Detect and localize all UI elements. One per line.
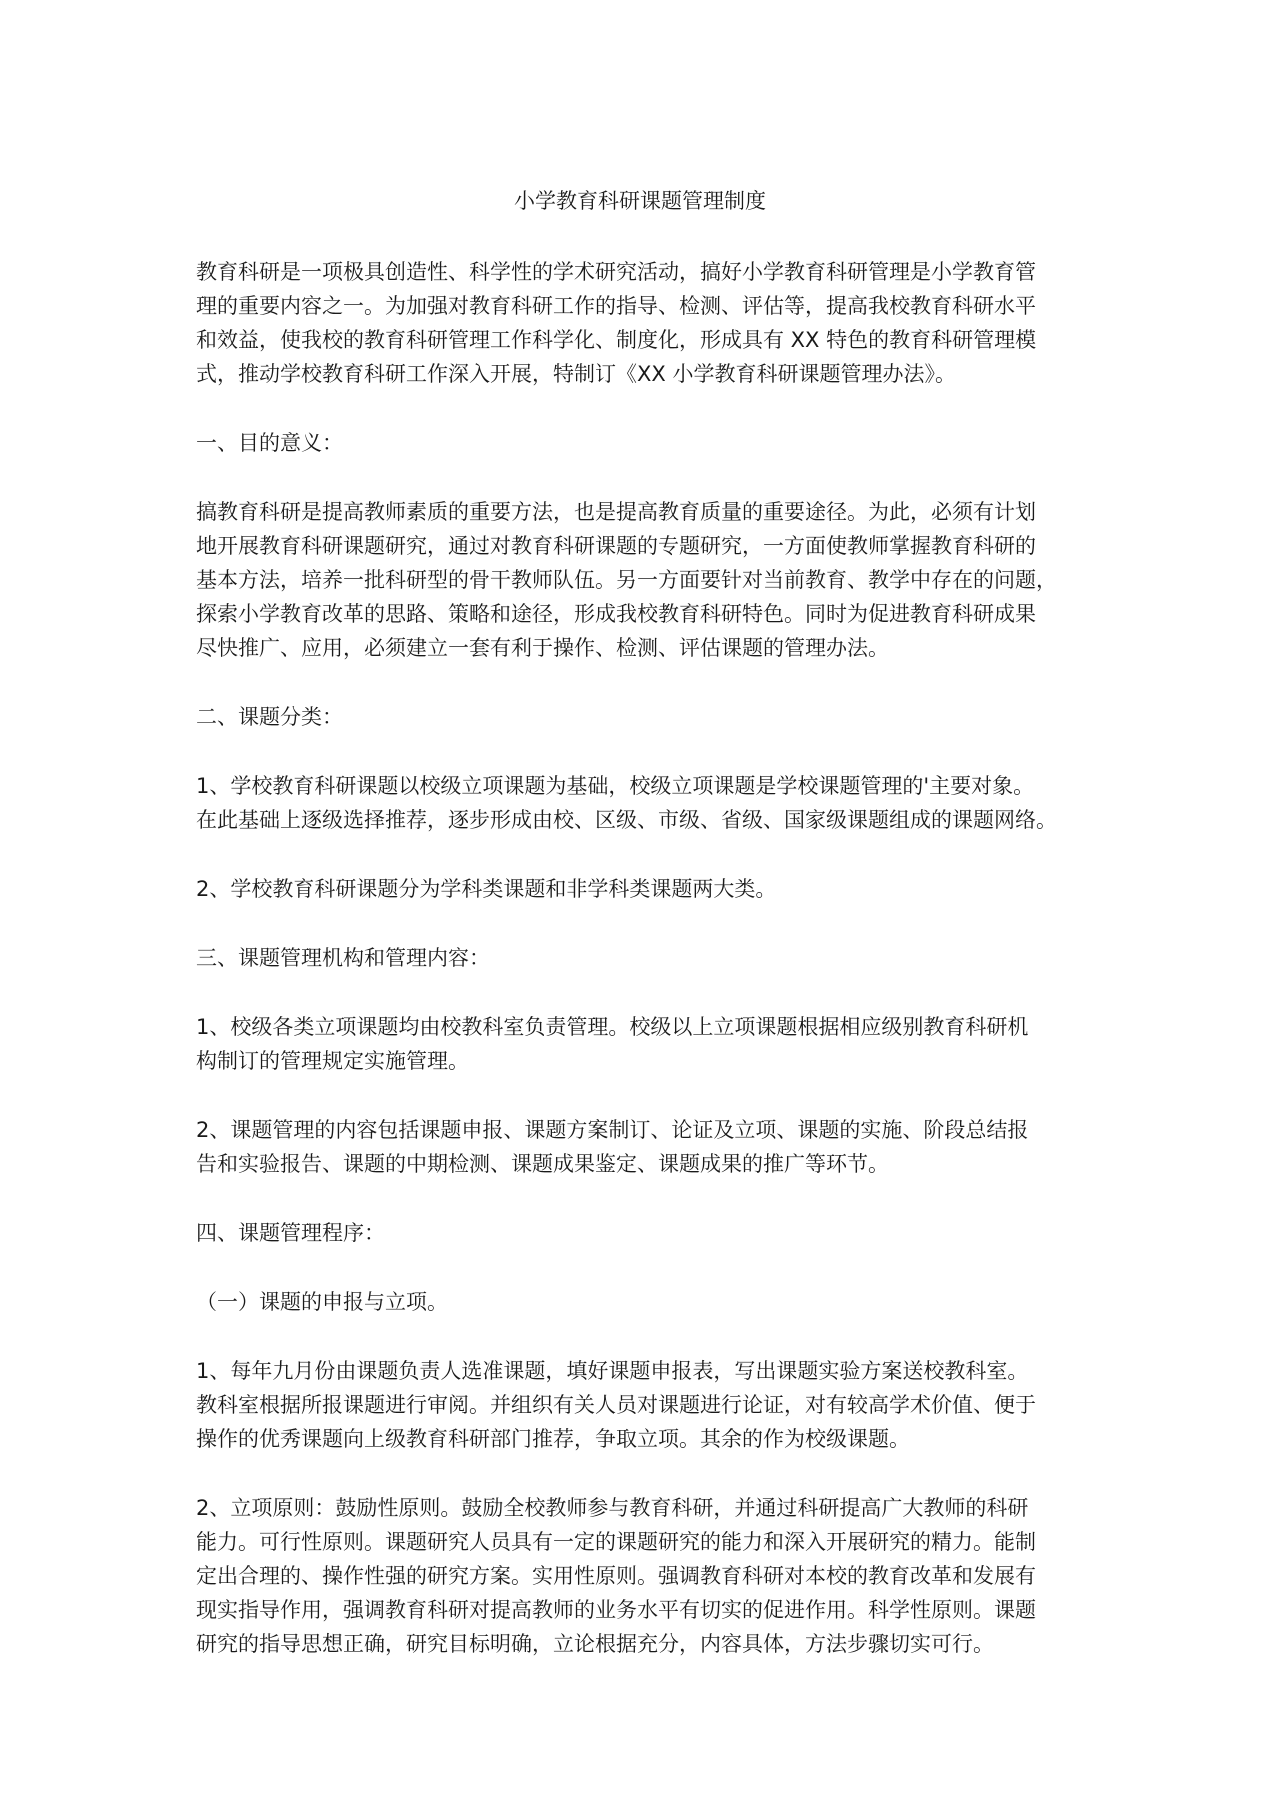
- paragraph: [196, 255, 1098, 391]
- text-line: 2、立项原则：鼓励性原则。鼓励全校教师参与教育科研，并通过科研提高广大教师的科研: [196, 1496, 1029, 1520]
- text-line: 基本方法，培养一批科研型的骨干教师队伍。另一方面要针对当前教育、教学中存在的问题，: [196, 568, 1057, 592]
- section-heading: [196, 700, 1098, 734]
- text-line: 教育科研是一项极具创造性、科学性的学术研究活动，搞好小学教育科研管理是小学教育管: [196, 260, 1036, 284]
- paragraph: [196, 769, 1098, 837]
- paragraph: [196, 1491, 1098, 1661]
- text-line: 在此基础上逐级选择推荐，逐步形成由校、区级、市级、省级、国家级课题组成的课题网络。: [196, 808, 1057, 832]
- section-heading: [196, 941, 1098, 975]
- paragraph: [196, 1010, 1098, 1078]
- section-heading: [196, 1285, 1098, 1319]
- text-line: 1、校级各类立项课题均由校教科室负责管理。校级以上立项课题根据相应级别教育科研机: [196, 1015, 1029, 1039]
- text-line: 探索小学教育改革的思路、策略和途径，形成我校教育科研特色。同时为促进教育科研成果: [196, 602, 1036, 626]
- text-line: 二、课题分类：: [196, 705, 343, 729]
- text-line: 搞教育科研是提高教师素质的重要方法，也是提高教育质量的重要途径。为此，必须有计划: [196, 500, 1036, 524]
- text-line: 告和实验报告、课题的中期检测、课题成果鉴定、课题成果的推广等环节。: [196, 1152, 889, 1176]
- document-body: [196, 255, 1098, 1696]
- paragraph: [196, 872, 1098, 906]
- text-line: 教科室根据所报课题进行审阅。并组织有关人员对课题进行论证，对有较高学术价值、便于: [196, 1393, 1036, 1417]
- text-line: 构制订的管理规定实施管理。: [196, 1049, 469, 1073]
- page-title: 小学教育科研课题管理制度: [514, 189, 766, 213]
- paragraph: [196, 1354, 1098, 1456]
- section-heading: [196, 1216, 1098, 1250]
- text-line: 一、目的意义：: [196, 431, 343, 455]
- paragraph: [196, 495, 1098, 665]
- text-line: 式，推动学校教育科研工作深入开展，特制订《XX 小学教育科研课题管理办法》。: [196, 362, 956, 386]
- text-line: 三、课题管理机构和管理内容：: [196, 946, 490, 970]
- text-line: 能力。可行性原则。课题研究人员具有一定的课题研究的能力和深入开展研究的精力。能制: [196, 1530, 1036, 1554]
- paragraph: [196, 1113, 1098, 1181]
- text-line: 2、课题管理的内容包括课题申报、课题方案制订、论证及立项、课题的实施、阶段总结报: [196, 1118, 1029, 1142]
- text-line: 现实指导作用，强调教育科研对提高教师的业务水平有切实的促进作用。科学性原则。课题: [196, 1598, 1036, 1622]
- text-line: 尽快推广、应用，必须建立一套有利于操作、检测、评估课题的管理办法。: [196, 636, 889, 660]
- section-heading: [196, 426, 1098, 460]
- text-line: （一）课题的申报与立项。: [196, 1290, 448, 1314]
- text-line: 研究的指导思想正确，研究目标明确，立论根据充分，内容具体，方法步骤切实可行。: [196, 1632, 994, 1656]
- text-line: 操作的优秀课题向上级教育科研部门推荐，争取立项。其余的作为校级课题。: [196, 1427, 910, 1451]
- text-line: 理的重要内容之一。为加强对教育科研工作的指导、检测、评估等，提高我校教育科研水平: [196, 294, 1036, 318]
- text-line: 定出合理的、操作性强的研究方案。实用性原则。强调教育科研对本校的教育改革和发展有: [196, 1564, 1036, 1588]
- text-line: 2、学校教育科研课题分为学科类课题和非学科类课题两大类。: [196, 877, 777, 901]
- text-line: 和效益，使我校的教育科研管理工作科学化、制度化，形成具有 XX 特色的教育科研管理模: [196, 328, 1037, 352]
- text-line: 1、每年九月份由课题负责人选准课题，填好课题申报表，写出课题实验方案送校教科室。: [196, 1359, 1029, 1383]
- text-line: 1、学校教育科研课题以校级立项课题为基础，校级立项课题是学校课题管理的'主要对象。: [196, 774, 1035, 798]
- text-line: 四、课题管理程序：: [196, 1221, 385, 1245]
- text-line: 地开展教育科研课题研究，通过对教育科研课题的专题研究，一方面使教师掌握教育科研的: [196, 534, 1036, 558]
